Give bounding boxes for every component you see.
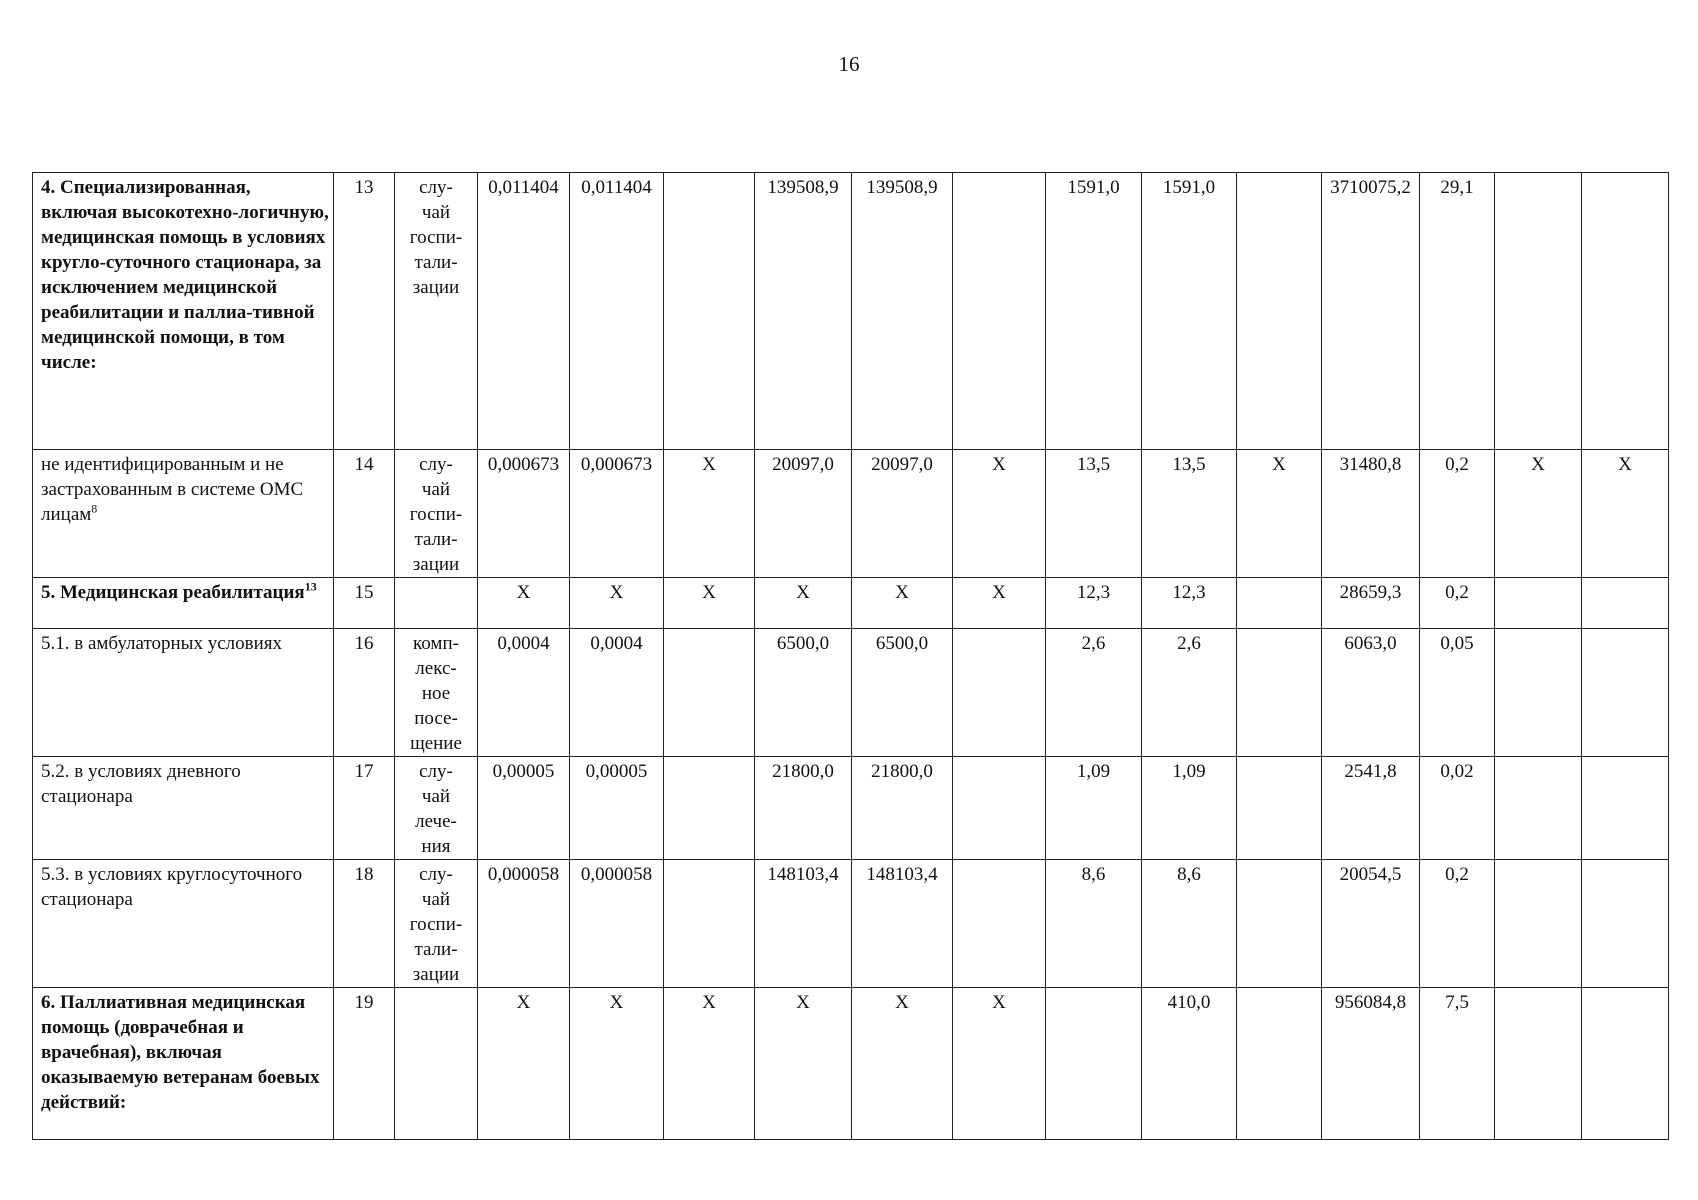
value-cell	[953, 757, 1046, 860]
value-cell: 1,09	[1142, 757, 1237, 860]
value-cell	[1237, 860, 1322, 988]
value-cell	[1582, 629, 1669, 757]
value-cell: 2541,8	[1322, 757, 1420, 860]
row-label: 5. Медицинская реабилитация$^{13}$	[33, 578, 334, 629]
row-label: 4. Специализированная, включая высокотехно-логичную, медицинская помощь в условиях кругло-суточного стационара, за исключением медицинской реабилитации и паллиа-тивной медицинской помощи, в том числе:	[33, 173, 334, 450]
value-cell	[1495, 173, 1582, 450]
unit-cell: слу- чай госпи- тали- зации	[395, 450, 478, 578]
value-cell: 2,6	[1046, 629, 1142, 757]
value-cell	[1495, 860, 1582, 988]
value-cell: Х	[570, 578, 664, 629]
value-cell	[953, 860, 1046, 988]
value-cell: Х	[755, 988, 852, 1140]
value-cell: Х	[478, 988, 570, 1140]
value-cell: 0,000058	[478, 860, 570, 988]
value-cell: 7,5	[1420, 988, 1495, 1140]
value-cell: Х	[664, 450, 755, 578]
value-cell: Х	[1237, 450, 1322, 578]
value-cell: 0,2	[1420, 578, 1495, 629]
table-row	[33, 173, 1669, 450]
value-cell: 0,011404	[570, 173, 664, 450]
value-cell: 28659,3	[1322, 578, 1420, 629]
value-cell: 410,0	[1142, 988, 1237, 1140]
value-cell: 0,000058	[570, 860, 664, 988]
value-cell	[664, 629, 755, 757]
value-cell: 0,2	[1420, 450, 1495, 578]
value-cell	[1582, 860, 1669, 988]
value-cell: Х	[852, 988, 953, 1140]
row-number: 19	[334, 988, 395, 1140]
table-row	[33, 988, 1669, 1140]
value-cell	[1582, 988, 1669, 1140]
value-cell: 956084,8	[1322, 988, 1420, 1140]
value-cell	[1582, 578, 1669, 629]
value-cell: 8,6	[1142, 860, 1237, 988]
footnote-ref: 8	[91, 501, 98, 516]
value-cell: 6500,0	[852, 629, 953, 757]
value-cell: 6500,0	[755, 629, 852, 757]
value-cell: 0,011404	[478, 173, 570, 450]
value-cell: 0,2	[1420, 860, 1495, 988]
value-cell: 0,0004	[570, 629, 664, 757]
value-cell: Х	[953, 578, 1046, 629]
table-row	[33, 629, 1669, 757]
value-cell	[664, 757, 755, 860]
value-cell: 20097,0	[755, 450, 852, 578]
row-number: 14	[334, 450, 395, 578]
value-cell	[1495, 629, 1582, 757]
value-cell: 20097,0	[852, 450, 953, 578]
value-cell	[1495, 757, 1582, 860]
value-cell: 3710075,2	[1322, 173, 1420, 450]
table-row	[33, 757, 1669, 860]
value-cell: Х	[478, 578, 570, 629]
table-row	[33, 578, 1669, 629]
value-cell: 0,0004	[478, 629, 570, 757]
unit-cell	[395, 578, 478, 629]
row-label: 6. Паллиативная медицинская помощь (доврачебная и врачебная), включая оказываемую ветеранам боевых действий:	[33, 988, 334, 1140]
unit-cell	[395, 988, 478, 1140]
value-cell: 13,5	[1046, 450, 1142, 578]
financing-table	[32, 172, 1669, 1140]
row-label: 5.1. в амбулаторных условиях	[33, 629, 334, 757]
unit-cell: слу- чай госпи- тали- зации	[395, 860, 478, 988]
value-cell	[1237, 988, 1322, 1140]
value-cell	[664, 173, 755, 450]
unit-cell: слу- чай госпи- тали- зации	[395, 173, 478, 450]
value-cell: 0,000673	[478, 450, 570, 578]
value-cell: 6063,0	[1322, 629, 1420, 757]
value-cell: 139508,9	[755, 173, 852, 450]
value-cell: Х	[755, 578, 852, 629]
value-cell: 0,05	[1420, 629, 1495, 757]
value-cell: 29,1	[1420, 173, 1495, 450]
value-cell: 148103,4	[755, 860, 852, 988]
row-number: 18	[334, 860, 395, 988]
row-label: 5.3. в условиях круглосуточного стационара	[33, 860, 334, 988]
value-cell: Х	[1582, 450, 1669, 578]
value-cell	[1237, 757, 1322, 860]
value-cell: 1591,0	[1142, 173, 1237, 450]
value-cell	[1046, 988, 1142, 1140]
value-cell: 13,5	[1142, 450, 1237, 578]
row-number: 15	[334, 578, 395, 629]
value-cell	[1582, 757, 1669, 860]
value-cell: Х	[1495, 450, 1582, 578]
value-cell: 139508,9	[852, 173, 953, 450]
value-cell	[1495, 988, 1582, 1140]
value-cell: 8,6	[1046, 860, 1142, 988]
value-cell: 0,000673	[570, 450, 664, 578]
value-cell: 12,3	[1142, 578, 1237, 629]
value-cell	[1237, 173, 1322, 450]
row-label: 5.2. в условиях дневного стационара	[33, 757, 334, 860]
unit-cell: слу- чай лече- ния	[395, 757, 478, 860]
value-cell: 12,3	[1046, 578, 1142, 629]
value-cell: 1,09	[1046, 757, 1142, 860]
value-cell	[1237, 578, 1322, 629]
value-cell: Х	[953, 988, 1046, 1140]
row-number: 16	[334, 629, 395, 757]
value-cell: 1591,0	[1046, 173, 1142, 450]
value-cell: 0,00005	[570, 757, 664, 860]
value-cell	[953, 173, 1046, 450]
value-cell: 21800,0	[755, 757, 852, 860]
value-cell: 20054,5	[1322, 860, 1420, 988]
value-cell: Х	[570, 988, 664, 1140]
value-cell: Х	[953, 450, 1046, 578]
value-cell	[1582, 173, 1669, 450]
value-cell: Х	[664, 988, 755, 1140]
table-row	[33, 860, 1669, 988]
row-number: 17	[334, 757, 395, 860]
value-cell: Х	[664, 578, 755, 629]
value-cell: 148103,4	[852, 860, 953, 988]
value-cell: 2,6	[1142, 629, 1237, 757]
row-number: 13	[334, 173, 395, 450]
value-cell: 0,02	[1420, 757, 1495, 860]
page-number: 16	[838, 52, 860, 76]
footnote-ref: 13	[304, 579, 317, 594]
value-cell	[664, 860, 755, 988]
value-cell: 0,00005	[478, 757, 570, 860]
row-label: не идентифицированным и не застрахованным в системе ОМС лицам$^8$	[33, 450, 334, 578]
value-cell	[1495, 578, 1582, 629]
unit-cell: комп- лекс- ное посе- щение	[395, 629, 478, 757]
value-cell: 31480,8	[1322, 450, 1420, 578]
value-cell: 21800,0	[852, 757, 953, 860]
table-row	[33, 450, 1669, 578]
value-cell	[1237, 629, 1322, 757]
value-cell: Х	[852, 578, 953, 629]
value-cell	[953, 629, 1046, 757]
